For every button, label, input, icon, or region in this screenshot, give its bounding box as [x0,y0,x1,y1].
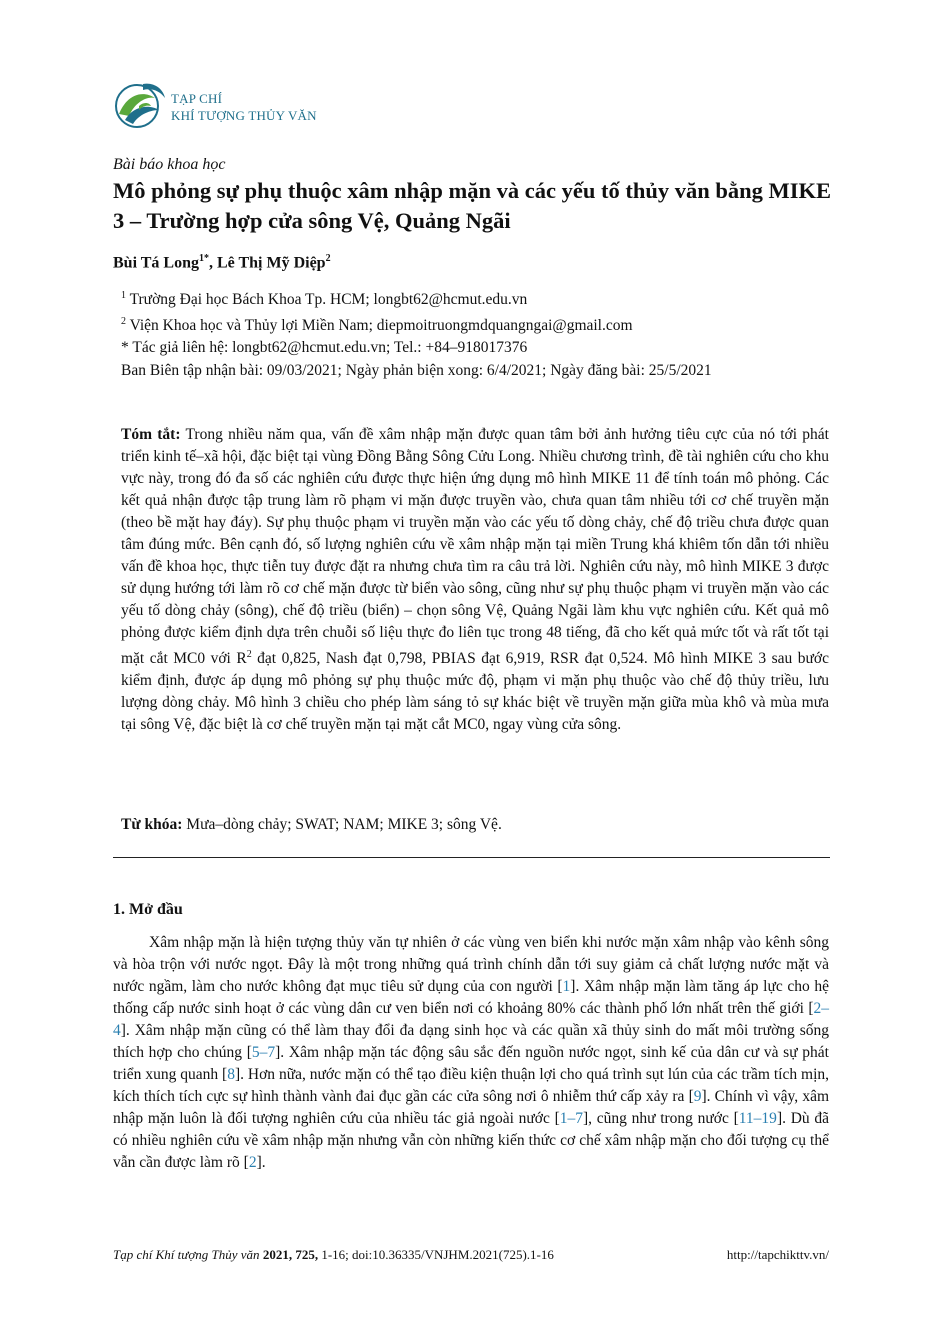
footer-year-volume: 2021, 725, [259,1247,319,1262]
citation-link[interactable]: 1 [562,978,571,995]
section-heading-intro: 1. Mở đầu [113,901,183,918]
affiliation-1 [121,285,821,311]
author-list [113,253,331,272]
abstract-text-2: đạt 0,825, Nash đạt 0,798, PBIAS đạt 6,919, RSR đạt 0,524. Mô hình MIKE 3 sau bước kiểm định, được áp dụng mô phỏng sự phụ thuộc mức độ, phạm vi mặn phụ thuộc vào chế độ thủy triều, lưu lượng dòng chảy. Mô hình 3 chiều cho phép làm sáng tỏ sự khác biệt về truyền mặn giữa mùa khô và mùa mưa tại sông Vệ, đặc biệt là cơ chế truyền mặn tại mặt cắt MC0, ngay vùng cửa sông. [121,650,829,734]
intro-text: ]. [256,1154,266,1171]
intro-text: ]. Hơn nữa, nước mặn có thể tạo điều kiện thuận lợi cho quá trình sụt lún của các trầm tích mịn, kích thích tích cực sự hình thành vành đai đục gần các cửa sông nơi ô nhiễm thứ cấp xảy ra [ [113,1066,830,1105]
journal-name-line1: TẠP CHÍ [171,91,223,106]
abstract [121,424,829,736]
keywords [121,814,829,836]
citation-link[interactable]: 9 [693,1088,702,1105]
journal-name [171,90,317,124]
affiliation-2-sup: 2 [121,316,126,328]
journal-name-line2: KHÍ TƯỢNG THỦY VĂN [171,108,317,123]
affiliation-1-text: Trường Đại học Bách Khoa Tp. HCM; longbt62@hcmut.edu.vn [126,291,528,309]
citation-link[interactable]: 5–7 [251,1044,276,1061]
article-type: Bài báo khoa học [113,156,226,173]
author-separator: , [208,254,217,272]
corresponding-author [121,337,821,359]
abstract-label: Tóm tắt: [121,426,181,443]
intro-text: ]. Xâm nhập mặn tác động sâu sắc đến nguồn nước ngọt, sinh kế của dân cư và sự phát triển xung quanh [ [113,1044,829,1083]
citation-link[interactable]: 2–4 [113,1000,829,1039]
abstract-text-1: Trong nhiều năm qua, vấn đề xâm nhập mặn được quan tâm bởi ảnh hưởng tiêu cực của nó tới phát triển kinh tế–xã hội, đặc biệt tại vùng Đồng Bằng Sông Cửu Long. Nhiều chương trình, đề tài nghiên cứu cho khu vực này, trong đó đa số các nghiên cứu được thực hiện ứng dụng mô hình MIKE 11 để tính toán mô phỏng. Các kết quả nhận được tập trung làm rõ phạm vi mặn được truyền vào, chưa quan tâm nhiều tới cơ chế truyền mặn (theo bề mặt hay đáy). Sự phụ thuộc phạm vi truyền mặn vào các yếu tố dòng chảy, chế độ triều chưa được quan tâm đúng mức. Bên cạnh đó, số lượng nghiên cứu về xâm nhập mặn tại miền Trung khá khiêm tốn dẫn tới nhiều vấn đề khoa học, thực tiễn tuy được đặt ra nhưng chưa tìm ra câu trả lời. Nghiên cứu này, mô hình MIKE 3 được sử dụng hướng tới làm rõ cơ chế mặn được từ biển vào sông, cũng như sự phụ thuộc phạm vi truyền mặn vào các yếu tố dòng chảy (sông), chế độ triều (biển) – chọn sông Vệ, Quảng Ngãi làm khu vực nghiên cứu. Kết quả mô phỏng được kiểm định dựa trên chuỗi số liệu thực đo liên tục trong 48 tiếng, đã cho kết quả mức tốt và rất tốt tại mặt cắt MC0 với R [121,426,829,668]
citation-link[interactable]: 2 [248,1154,257,1171]
affiliation-2 [121,311,821,337]
citation-link[interactable]: 8 [227,1066,235,1083]
keywords-text: Mưa–dòng chảy; SWAT; NAM; MIKE 3; sông Vệ. [182,816,502,833]
intro-paragraph [113,932,829,1174]
intro-text: ]. Dù đã có nhiều nghiên cứu về xâm nhập mặn nhưng vẫn còn những kiến thức cơ chế xâm nhập mặn cho đối tượng cụ thể vẫn cần được làm rõ [ [113,1110,829,1171]
abstract-superscript: 2 [246,649,252,660]
footer-pages-doi: 1-16; doi:10.36335/VNJHM.2021(725).1-16 [318,1247,554,1262]
citation-link[interactable]: 1–7 [559,1110,583,1127]
intro-text: ]. Chính vì vậy, xâm nhập mặn luôn là đối tượng nghiên cứu của nhiều tác giả ngoài nước [ [113,1088,829,1127]
citation-link[interactable]: 11–19 [738,1110,777,1127]
keywords-label: Từ khóa: [121,816,183,833]
author-1: Bùi Tá Long [113,254,199,272]
footer-citation [113,1247,554,1263]
affiliations [121,285,821,359]
editorial-dates: Ban Biên tập nhận bài: 09/03/2021; Ngày phản biện xong: 6/4/2021; Ngày đăng bài: 25/5/2021 [121,362,712,379]
intro-text: ], cũng như trong nước [ [583,1110,739,1127]
intro-text: Xâm nhập mặn là hiện tượng thủy văn tự nhiên ở các vùng ven biển khi nước mặn xâm nhập vào kênh sông và hòa trộn với nước ngọt. Đây là một trong những quá trình chính dẫn tới suy giảm cả chất lượng nước mặt và nước ngầm, làm cho nước không đạt mục tiêu sử dụng của con người [ [113,934,829,995]
author-2-affil: 2 [325,253,331,264]
paper-title: Mô phỏng sự phụ thuộc xâm nhập mặn và các yếu tố thủy văn bằng MIKE 3 – Trường hợp cửa sông Vệ, Quảng Ngãi [113,178,832,233]
journal-logo [113,76,373,136]
author-1-affil: 1* [198,253,209,264]
intro-text: ]. Xâm nhập mặn cũng có thể làm thay đổi đa dạng sinh học và các quần xã thủy sinh do mất môi trường sống thích hợp cho chúng [ [113,1022,829,1061]
section-divider [113,857,830,858]
journal-logo-icon [113,76,171,134]
intro-text: ]. Xâm nhập mặn làm tăng áp lực cho hệ thống cấp nước sinh hoạt ở các vùng dân cư ven biển nơi có khoảng 80% các thành phố lớn nhất trên thế giới [ [113,978,829,1017]
author-2: Lê Thị Mỹ Diệp [216,254,326,272]
footer-journal: Tạp chí Khí tượng Thủy văn [113,1247,260,1262]
affiliation-2-text: Viện Khoa học và Thủy lợi Miền Nam; diepmoitruongmdquangngai@gmail.com [126,317,633,335]
affiliation-1-sup: 1 [121,290,126,301]
footer-url[interactable]: http://tapchikttv.vn/ [726,1247,829,1262]
corresponding-author-text: * Tác giả liên hệ: longbt62@hcmut.edu.vn; Tel.: +84–918017376 [121,339,528,357]
